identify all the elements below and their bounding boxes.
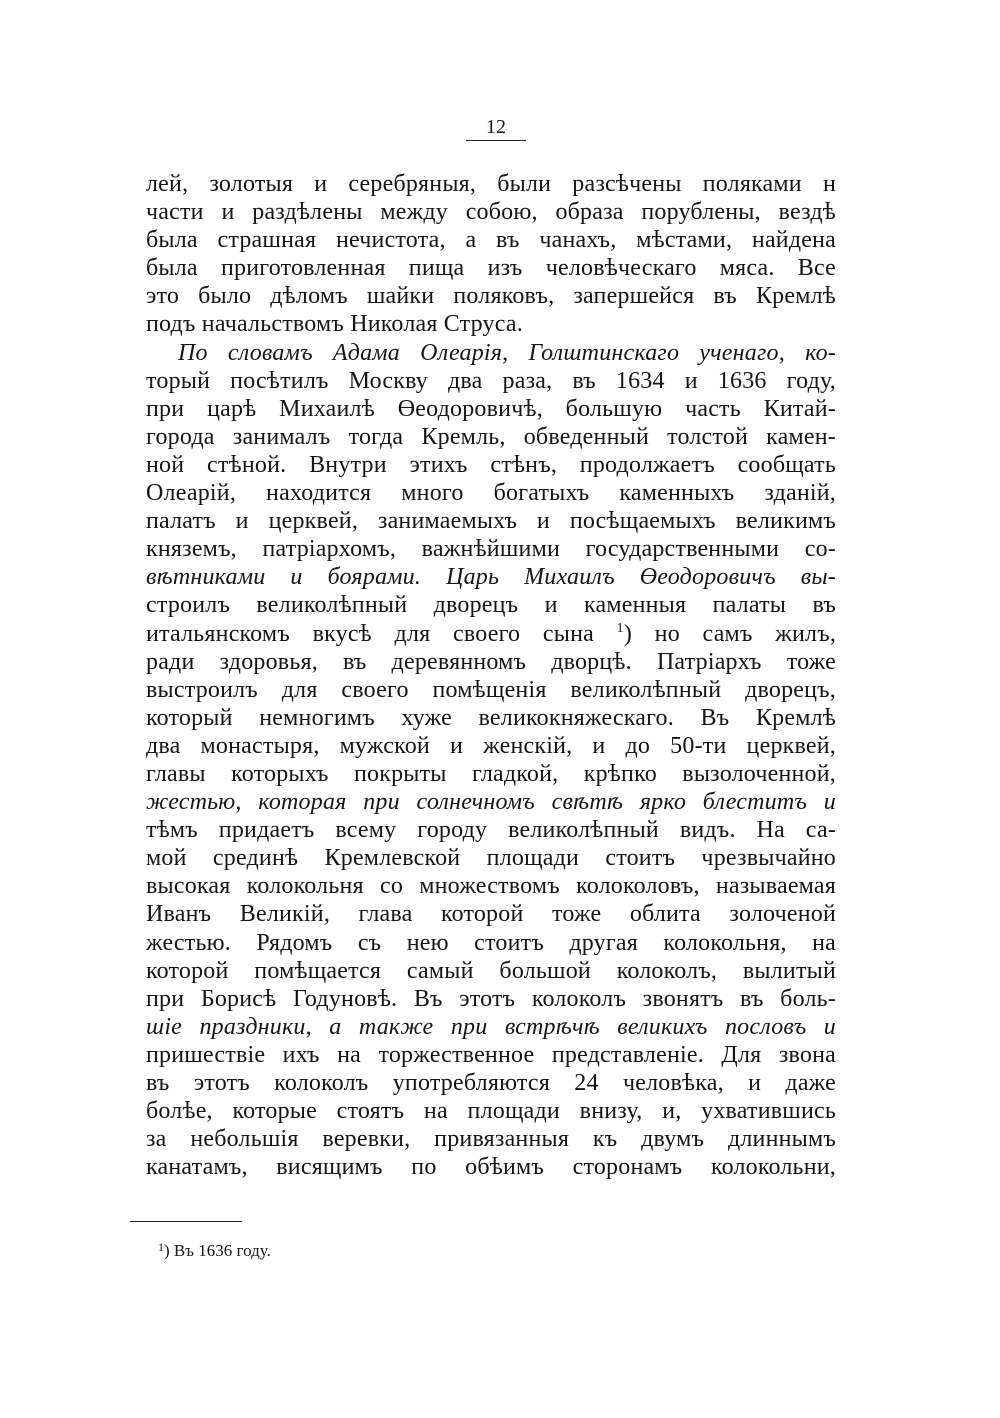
text-segment: главы которыхъ покрыты гладкой, крѣпко вызолоченной, <box>146 760 836 787</box>
text-line <box>146 929 836 957</box>
text-line <box>146 254 836 282</box>
text-line <box>146 367 836 395</box>
text-segment: была приготовленная пища изъ человѣческаго мяса. Все <box>146 255 836 282</box>
text-line <box>146 339 836 367</box>
text-segment: города занималъ тогда Кремль, обведенный толстой камен- <box>146 423 836 450</box>
text-line <box>146 760 836 788</box>
text-segment: это было дѣломъ шайки поляковъ, запершейся въ Кремлѣ <box>146 283 836 310</box>
text-segment: княземъ, патріархомъ, важнѣйшими государственными со- <box>146 536 836 563</box>
text-segment: которой помѣщается самый большой колоколъ, вылитый <box>146 957 836 984</box>
text-line <box>146 451 836 479</box>
text-line <box>146 591 836 619</box>
text-segment: мой срединѣ Кремлевской площади стоитъ чрезвычайно <box>146 845 836 872</box>
text-segment: палатъ и церквей, занимаемыхъ и посѣщаемыхъ великимъ <box>146 508 836 535</box>
text-segment: строилъ великолѣпный дворецъ и каменныя палаты въ <box>146 592 836 619</box>
text-line <box>146 788 836 816</box>
text-segment: части и раздѣлены между собою, образа порублены, вездѣ <box>146 199 836 226</box>
text-line <box>146 816 836 844</box>
text-line <box>146 704 836 732</box>
footnote <box>158 1237 271 1261</box>
text-line <box>146 395 836 423</box>
footnote-separator <box>130 1221 242 1222</box>
text-line <box>146 1153 836 1181</box>
text-line <box>146 844 836 872</box>
text-segment: итальянскомъ вкусѣ для своего сына <box>146 620 617 647</box>
text-segment: Иванъ Великій, глава которой тоже облита золоченой <box>146 901 836 928</box>
text-segment: высокая колокольня со множествомъ колоколовъ, называемая <box>146 873 836 900</box>
text-segment: ради здоровья, въ деревянномъ дворцѣ. Патріархъ тоже <box>146 648 836 675</box>
page-number: 12 <box>486 116 506 138</box>
text-segment: болѣе, которые стоятъ на площади внизу, и, ухватившись <box>146 1098 836 1125</box>
text-segment: за небольшія веревки, привязанныя къ двумъ длиннымъ <box>146 1126 836 1153</box>
text-segment: который немногимъ хуже великокняжескаго. Въ Кремлѣ <box>146 704 836 731</box>
text-line <box>146 1125 836 1153</box>
text-line <box>146 957 836 985</box>
text-line <box>146 1013 836 1041</box>
text-line <box>146 732 836 760</box>
text-segment: канатамъ, висящимъ по обѣимъ сторонамъ колокольни, <box>146 1154 836 1181</box>
text-line <box>146 479 836 507</box>
text-segment: жестью. Рядомъ съ нею стоитъ другая колокольня, на <box>146 929 836 956</box>
text-line <box>146 198 836 226</box>
page-number-underline <box>466 140 526 141</box>
text-segment: лей, золотыя и серебряныя, были разсѣчены поляками н <box>146 171 836 197</box>
text-segment: подъ начальствомъ Николая Струса. <box>146 311 523 338</box>
text-segment: тѣмъ придаетъ всему городу великолѣпный видъ. На са- <box>146 817 836 844</box>
text-line <box>146 620 836 648</box>
text-line <box>146 1097 836 1125</box>
text-segment: Олеарій, находится много богатыхъ каменныхъ зданій, <box>146 480 836 507</box>
text-segment: По словамъ Адама Олеарія, Голштинскаго ученаго, ко- <box>178 339 836 366</box>
text-line <box>146 676 836 704</box>
text-segment: шіе праздники, а также при встрѣчѣ великихъ пословъ и <box>146 1013 836 1040</box>
text-segment: при Борисѣ Годуновѣ. Въ этотъ колоколъ звонятъ въ боль- <box>146 985 836 1012</box>
text-line <box>146 535 836 563</box>
text-line <box>146 985 836 1013</box>
text-line <box>146 872 836 900</box>
text-segment: была страшная нечистота, а въ чанахъ, мѣстами, найдена <box>146 227 836 254</box>
text-line <box>146 900 836 928</box>
text-line <box>146 282 836 310</box>
text-line <box>146 648 836 676</box>
footnote-marker: 1 <box>158 1240 164 1254</box>
text-line <box>146 423 836 451</box>
text-line <box>146 226 836 254</box>
text-segment: пришествіе ихъ на торжественное представленіе. Для звона <box>146 1041 836 1068</box>
text-segment: торый посѣтилъ Москву два раза, въ 1634 и 1636 году, <box>146 367 836 394</box>
text-segment: вѣтниками и боярами. Царь Михаилъ Өеодоровичъ вы- <box>146 564 836 591</box>
text-line <box>146 563 836 591</box>
text-line <box>146 507 836 535</box>
text-line <box>146 170 836 198</box>
text-segment: въ этотъ колоколъ употребляются 24 человѣка, и даже <box>146 1070 836 1096</box>
footnote-text: ) Въ 1636 году. <box>164 1241 271 1260</box>
text-segment: ) но самъ жилъ, <box>623 620 837 647</box>
footnote-reference: 1 <box>616 620 624 636</box>
text-segment: ной стѣной. Внутри этихъ стѣнъ, продолжаетъ сообщать <box>146 451 836 478</box>
text-line <box>146 310 836 338</box>
text-segment: при царѣ Михаилѣ Өеодоровичѣ, большую часть Китай- <box>146 395 836 422</box>
text-line <box>146 1041 836 1069</box>
text-segment: выстроилъ для своего помѣщенія великолѣпный дворецъ, <box>146 676 836 703</box>
text-line <box>146 1069 836 1097</box>
text-segment: жестью, которая при солнечномъ свѣтѣ ярко блеститъ и <box>146 789 836 816</box>
text-segment: два монастыря, мужской и женскій, и до 50-ти церквей, <box>146 732 836 759</box>
body-text <box>146 170 836 1181</box>
